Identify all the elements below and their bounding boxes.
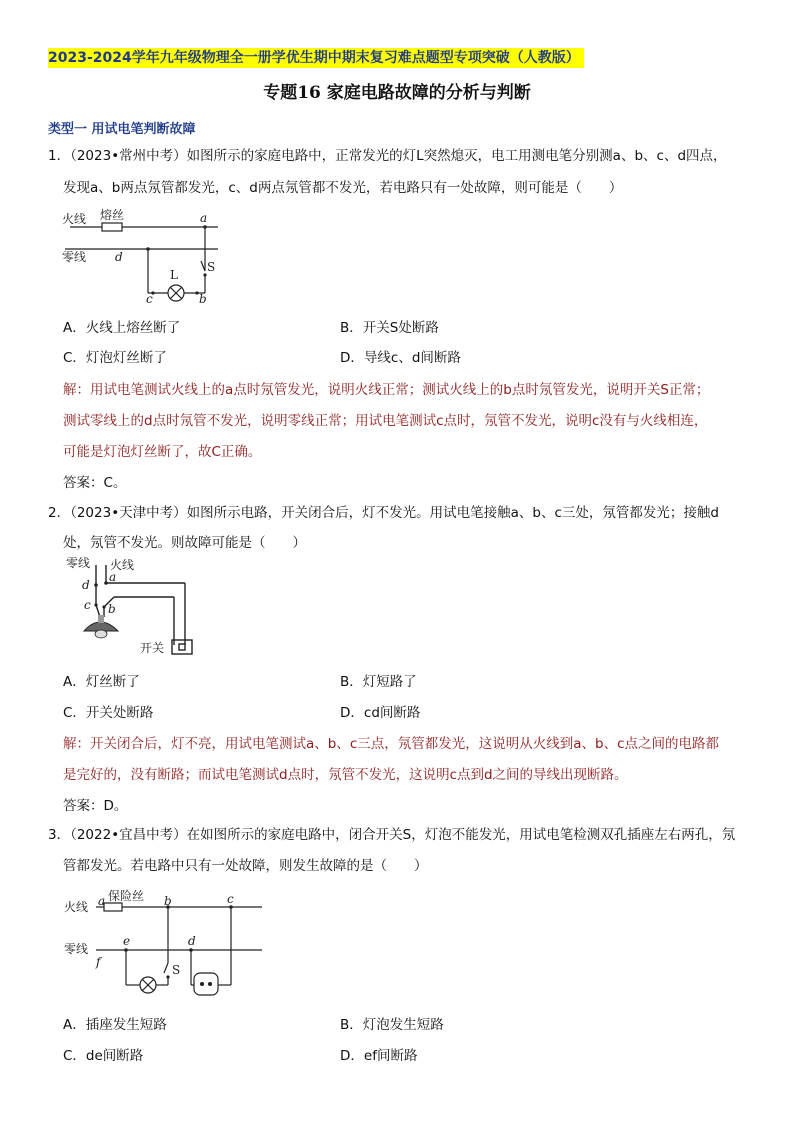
q2-switch-box xyxy=(172,640,192,654)
q2-point-c: c xyxy=(84,598,91,612)
q1-switch-label: S xyxy=(207,260,216,274)
q2-stem-line2: 处，氖管不发光。则故障可能是（ ） xyxy=(63,535,306,551)
q3-point-e: e xyxy=(123,934,131,948)
q1-solution-line3: 可能是灯泡灯丝断了，故C正确。 xyxy=(63,444,262,460)
q3-switch-label: S xyxy=(172,963,181,977)
q1-option-b: B．开关S处断路 xyxy=(340,320,439,336)
q2-point-d: d xyxy=(82,578,90,592)
q2-lamp-bulb xyxy=(95,630,107,638)
page-title: 专题16 家庭电路故障的分析与判断 xyxy=(263,83,531,103)
q3-point-d: d xyxy=(188,934,196,948)
q2-point-b: b xyxy=(108,602,116,616)
q3-neutral-label: 零线 xyxy=(64,942,89,956)
q2-solution-line2: 是完好的，没有断路；而试电笔测试d点时，氖管不发光，这说明c点到d之间的导线出现断路。 xyxy=(63,767,628,783)
section-heading: 类型一 用试电笔判断故障 xyxy=(48,122,196,137)
q1-option-a: A．火线上熔丝断了 xyxy=(63,320,181,336)
series-banner: 2023-2024学年九年级物理全一册学优生期中期末复习难点题型专项突破（人教版） xyxy=(48,48,584,68)
q3-stem-line1: 3．（2022•宜昌中考）在如图所示的家庭电路中，闭合开关S，灯泡不能发光，用试电笔检测双孔插座左右两孔，氖 xyxy=(48,827,736,843)
q3-option-b: B．灯泡发生短路 xyxy=(340,1017,444,1033)
q1-solution-line2: 测试零线上的d点时氖管不发光，说明零线正常；用试电笔测试c点时，氖管不发光，说明c没有与火线相连， xyxy=(63,413,708,429)
q1-stem-line2: 发现a、b两点氖管都发光，c、d两点氖管都不发光，若电路只有一处故障，则可能是（ ） xyxy=(63,180,623,196)
q2-stem-line1: 2．（2023•天津中考）如图所示电路，开关闭合后，灯不发光。用试电笔接触a、b、c三处，氖管都发光；接触d xyxy=(48,505,719,521)
q2-option-c: C．开关处断路 xyxy=(63,705,154,721)
q3-point-c: c xyxy=(227,892,234,906)
q2-solution-line1: 解：开关闭合后，灯不亮，用试电笔测试a、b、c三点，氖管都发光，这说明从火线到a、b、c点之间的电路都 xyxy=(63,736,720,752)
q2-option-d: D．cd间断路 xyxy=(340,705,421,721)
q3-point-b: b xyxy=(164,894,172,908)
q2-point-a: a xyxy=(109,570,117,584)
q3-fuse xyxy=(104,903,122,911)
q3-option-a: A．插座发生短路 xyxy=(63,1017,167,1033)
q1-point-b: b xyxy=(199,292,207,305)
q3-point-f: f xyxy=(96,955,101,969)
q2-switch-label: 开关 xyxy=(140,641,165,655)
q2-option-b: B．灯短路了 xyxy=(340,674,417,690)
q3-stem-line2: 管都发光。若电路中只有一处故障，则发生故障的是（ ） xyxy=(63,858,428,874)
q1-neutral-label: 零线 xyxy=(62,250,87,264)
q2-answer: 答案：D。 xyxy=(63,798,128,814)
q1-solution-line1: 解：用试电笔测试火线上的a点时氖管发光，说明火线正常；测试火线上的b点时氖管发光，说明开关S正常； xyxy=(63,382,710,398)
q1-fuse xyxy=(102,223,122,231)
q1-circuit-diagram xyxy=(60,205,230,305)
q3-fuse-label: 保险丝 xyxy=(108,889,145,903)
q1-answer: 答案：C。 xyxy=(63,475,127,491)
q2-live-label: 火线 xyxy=(110,558,135,572)
q1-fuse-label: 熔丝 xyxy=(100,208,125,222)
q1-point-c: c xyxy=(146,292,153,305)
q3-socket xyxy=(194,973,218,995)
q1-lamp-label: L xyxy=(170,268,178,282)
q3-point-a: a xyxy=(98,894,106,908)
q1-option-c: C．灯泡灯丝断了 xyxy=(63,350,167,366)
q3-option-d: D．ef间断路 xyxy=(340,1048,418,1064)
q3-option-c: C．de间断路 xyxy=(63,1048,144,1064)
q1-stem-line1: 1．（2023•常州中考）如图所示的家庭电路中，正常发光的灯L突然熄灭，电工用测电笔分别测a、b、c、d四点， xyxy=(48,148,727,164)
q2-neutral-label: 零线 xyxy=(66,556,91,570)
q1-point-a: a xyxy=(200,211,208,225)
q1-live-label: 火线 xyxy=(62,212,87,226)
q3-circuit-diagram xyxy=(62,885,272,1000)
q2-option-a: A．灯丝断了 xyxy=(63,674,140,690)
q3-live-label: 火线 xyxy=(64,900,89,914)
q1-option-d: D．导线c、d间断路 xyxy=(340,350,461,366)
q2-circuit-diagram xyxy=(62,555,202,663)
q1-point-d: d xyxy=(115,250,123,264)
